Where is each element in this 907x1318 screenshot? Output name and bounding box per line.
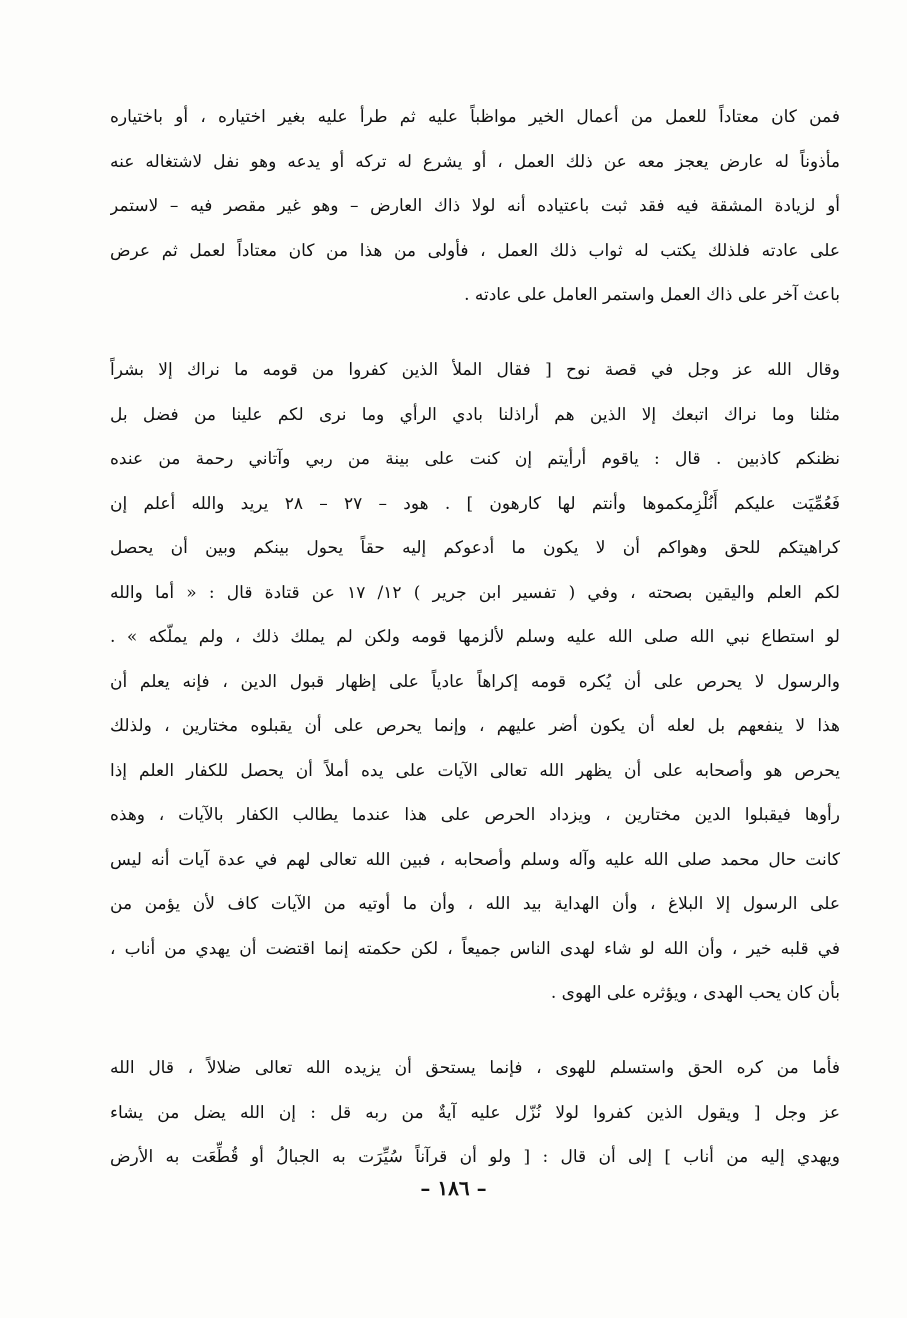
paragraph-3 bbox=[110, 1046, 840, 1180]
paragraph-line: وقال الله عز وجل في قصة نوح [ فقال الملأ الذين كفروا من قومه ما نراك إلا بشراً bbox=[110, 360, 840, 380]
paragraph-line: على الرسول إلا البلاغ ، وأن الهداية بيد الله ، وأن ما أوتيه من الآيات كاف لأن يؤمن من bbox=[110, 894, 840, 914]
paragraph-1 bbox=[110, 95, 840, 318]
paragraph-line: على عادته فلذلك يكتب له ثواب ذلك العمل ، فأولى من هذا من كان معتاداً لعمل ثم عرض bbox=[110, 240, 840, 261]
page-number: – ١٨٦ – bbox=[420, 1176, 487, 1200]
paragraph-line: في قلبه خير ، وأن الله لو شاء لهدى الناس جميعاً ، لكن حكمته إنما اقتضت أن يهدي من أناب ، bbox=[110, 938, 840, 959]
paragraph-line: مأذوناً له عارض يعجز معه عن ذلك العمل ، أو يشرع له تركه أو يدعه وهو نفل لاشتغاله عنه bbox=[110, 151, 840, 172]
paragraph-line: بأن كان يحب الهدى ، ويؤثره على الهوى . bbox=[550, 983, 840, 1003]
paragraph-line: عز وجل [ ويقول الذين كفروا لولا نُزّل عليه آيةٌ من ربه قل : إن الله يضل من يشاء bbox=[110, 1102, 840, 1123]
paragraph-line: ويهدي إليه من أناب ] إلى أن قال : [ ولو أن قرآناً سُيِّرَت به الجبالُ أو قُطِّعَت به الأرض bbox=[110, 1147, 840, 1167]
paragraph-line: مثلنا وما نراك اتبعك إلا الذين هم أراذلنا بادي الرأي وما نرى لكم علينا من فضل بل bbox=[110, 404, 840, 425]
paragraph-line: يحرص هو وأصحابه على أن يظهر الله تعالى الآيات على يده أملاً أن يحصل للكفار العلم إذا bbox=[110, 760, 840, 781]
paragraph-line: نظنكم كاذبين . قال : ياقوم أرأيتم إن كنت على بينة من ربي وآتاني رحمة من عنده bbox=[110, 449, 840, 469]
paragraph-line: فَعُمِّيَت عليكم أَنُلْزِمكموها وأنتم لها كارهون ] . هود – ٢٧ – ٢٨ يريد والله أعلم إن bbox=[110, 493, 840, 514]
paragraph-2 bbox=[110, 348, 840, 1016]
paragraph-line: أو لزيادة المشقة فيه فقد ثبت باعتياده أنه لولا ذاك العارض – وهو غير مقصر فيه – لاستمر bbox=[110, 196, 840, 216]
paragraph-line: كانت حال محمد صلى الله عليه وآله وسلم وأصحابه ، فبين الله تعالى لهم في عدة آيات أنه ليس bbox=[110, 849, 840, 870]
paragraph-line: والرسول لا يحرص على أن يُكره قومه إكراهاً عادياً على إظهار قبول الدين ، فإنه يعلم أن bbox=[110, 671, 840, 692]
paragraph-line: لكم العلم واليقين بصحته ، وفي ( تفسير ابن جرير ) ١٢/ ١٧ عن قتادة قال : « أما والله bbox=[110, 582, 840, 603]
paragraph-line: باعث آخر على ذاك العمل واستمر العامل على عادته . bbox=[464, 285, 840, 305]
paragraph-line: هذا لا ينفعهم بل لعله أن يكون أضر عليهم ، وإنما يحرص على أن يقبلوه مختارين ، ولذلك bbox=[110, 716, 840, 736]
paragraph-line: كراهيتكم للحق وهواكم أن لا يكون ما أدعوكم إليه حقاً يحول بينكم وبين أن يحصل bbox=[110, 538, 840, 558]
paragraph-line: لو استطاع نبي الله صلى الله عليه وسلم لألزمها قومه ولكن لم يملك ذلك ، ولم يملّكه » . bbox=[110, 627, 840, 647]
paragraph-line: فمن كان معتاداً للعمل من أعمال الخير مواظباً عليه ثم طرأ عليه بغير اختياره ، أو باختياره bbox=[110, 107, 840, 127]
paragraph-line: رأوها فيقبلوا الدين مختارين ، ويزداد الحرص على هذا عندما يطالب الكفار بالآيات ، وهذه bbox=[110, 805, 840, 825]
paragraph-line: فأما من كره الحق واستسلم للهوى ، فإنما يستحق أن يزيده الله تعالى ضلالاً ، قال الله bbox=[110, 1058, 840, 1078]
